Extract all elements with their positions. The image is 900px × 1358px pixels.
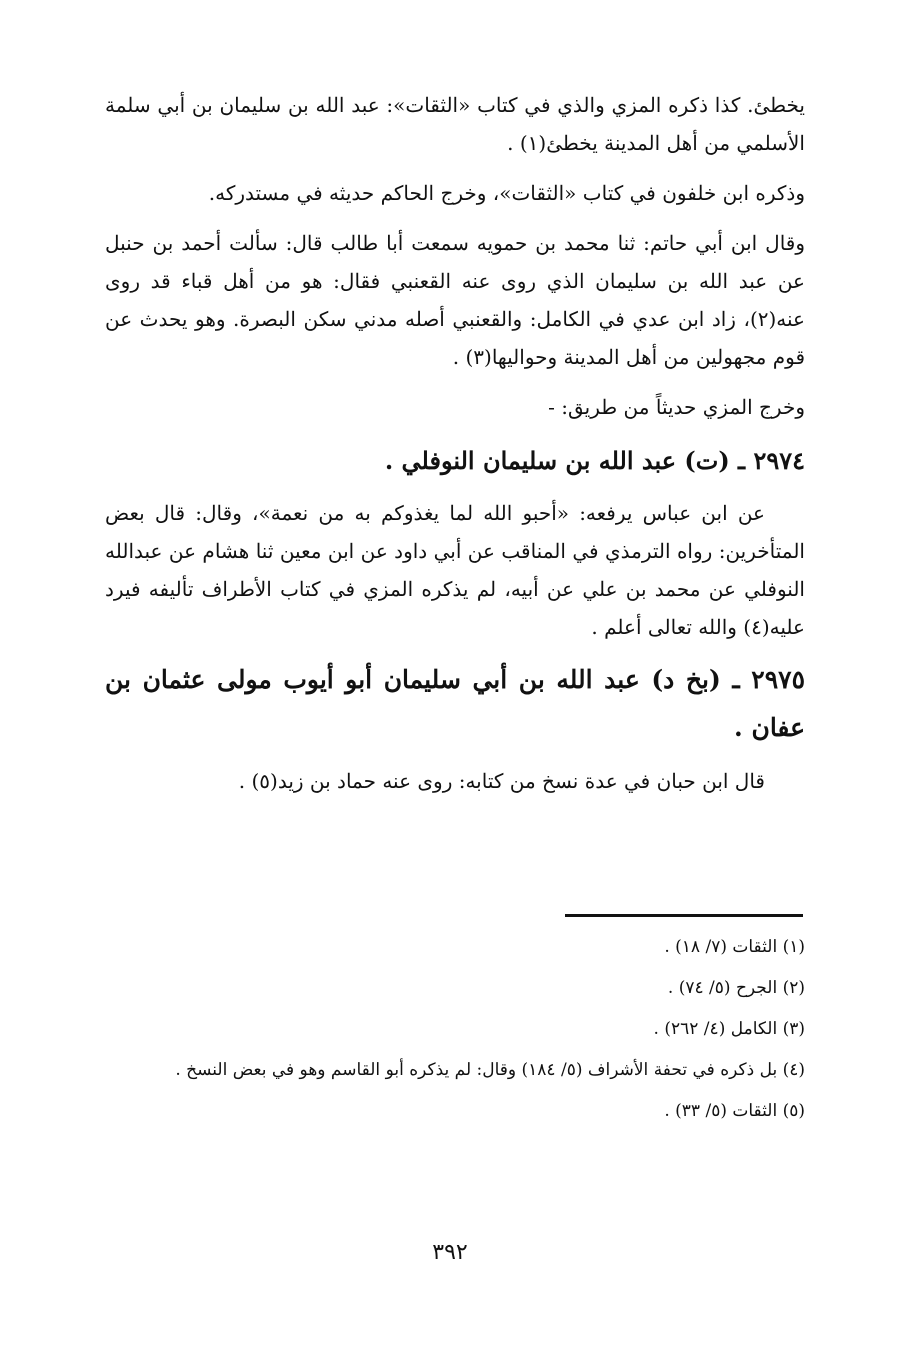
main-text	[105, 86, 805, 810]
paragraph-4: وخرج المزي حديثاً من طريق: -	[548, 395, 805, 419]
footnote-1: (١) الثقات (٧/ ١٨) .	[664, 937, 805, 957]
footnote-5: (٥) الثقات (٥/ ٣٣) .	[664, 1101, 805, 1121]
paragraph-2: وذكره ابن خلفون في كتاب «الثقات»، وخرج الحاكم حديثه في مستدركه.	[208, 181, 805, 205]
paragraph-3: وقال ابن أبي حاتم: ثنا محمد بن حمويه سمعت أبا طالب قال: سألت أحمد بن حنبل عن عبد الله بن سليمان الذي روى عنه القعنبي فقال: هو من أهل قباء قد روى عنه(٢)، زاد ابن عدي في الكامل: والقعنبي أصله مدني سكن البصرة. وهو يحدث عن قوم مجهولين من أهل المدينة وحواليها(٣) .	[105, 231, 805, 369]
footnote-2: (٢) الجرح (٥/ ٧٤) .	[667, 978, 805, 998]
page-number: ٣٩٢	[432, 1240, 468, 1265]
footnote-4: (٤) بل ذكره في تحفة الأشراف (٥/ ١٨٤) وقال: لم يذكره أبو القاسم وهو في بعض النسخ .	[175, 1060, 805, 1080]
footnote-divider	[565, 914, 803, 917]
paragraph-1: يخطئ. كذا ذكره المزي والذي في كتاب «الثقات»: عبد الله بن سليمان بن أبي سلمة الأسلمي من أهل المدينة يخطئ(١) .	[105, 93, 805, 155]
footnote-3: (٣) الكامل (٤/ ٢٦٢) .	[653, 1019, 805, 1039]
entry-2974-heading: ٢٩٧٤ ـ (ت) عبد الله بن سليمان النوفلي .	[384, 446, 805, 475]
entry-2975-text: قال ابن حبان في عدة نسخ من كتابه: روى عنه حماد بن زيد(٥) .	[238, 769, 765, 793]
entry-2974-text: عن ابن عباس يرفعه: «أحبو الله لما يغذوكم به من نعمة»، وقال: قال بعض المتأخرين: رواه الترمذي في المناقب عن أبي داود عن ابن معين ثنا هشام عن عبدالله النوفلي عن محمد بن علي عن أبيه، لم يذكره المزي في كتاب الأطراف تأليفه فيرد عليه(٤) والله تعالى أعلم .	[105, 501, 805, 639]
footnotes	[105, 930, 805, 1135]
entry-2975-heading: ٢٩٧٥ ـ (بخ د) عبد الله بن أبي سليمان أبو أيوب مولى عثمان بن عفان .	[105, 665, 805, 742]
